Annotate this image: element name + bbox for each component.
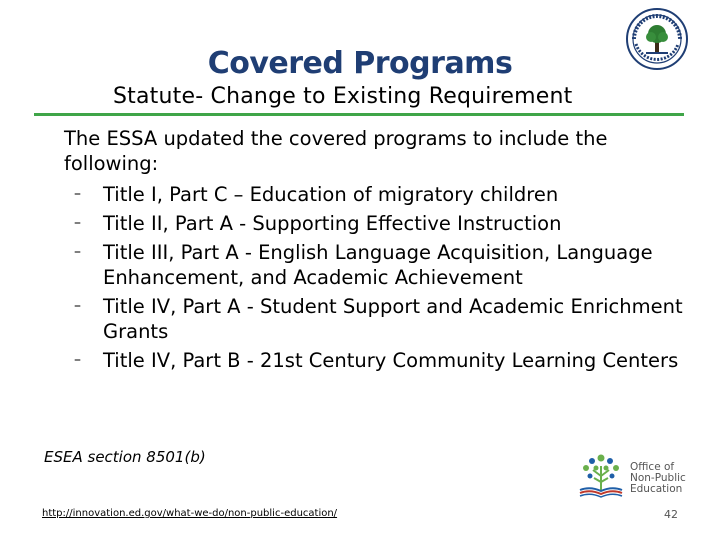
logo-line: Non-Public <box>630 472 686 484</box>
slide-subtitle: Statute- Change to Existing Requirement <box>113 84 573 109</box>
list-item-text: Title IV, Part A - Student Support and Academic Enrichment Grants <box>103 295 683 343</box>
office-logo <box>574 450 694 500</box>
covered-programs-list <box>74 182 684 377</box>
bullet-dash: – <box>74 244 81 260</box>
list-item-text: Title I, Part C – Education of migratory children <box>103 183 559 206</box>
slide-title: Covered Programs <box>207 46 513 81</box>
list-item-text: Title IV, Part B - 21st Century Community Learning Centers <box>103 349 679 372</box>
department-seal-icon <box>626 8 688 70</box>
bullet-dash: – <box>74 215 81 231</box>
list-item <box>74 348 684 373</box>
list-item <box>74 211 684 236</box>
list-item <box>74 294 684 344</box>
page-number: 42 <box>664 508 678 521</box>
footer-url-link[interactable]: http://innovation.ed.gov/what-we-do/non-public-education/ <box>42 508 338 519</box>
list-item <box>74 240 684 290</box>
statute-citation: ESEA section 8501(b) <box>44 448 206 466</box>
intro-text: The ESSA updated the covered programs to include the following: <box>64 127 608 175</box>
logo-text <box>630 462 686 495</box>
list-item <box>74 182 684 207</box>
bullet-dash: – <box>74 352 81 368</box>
tree-book-logo-icon <box>574 450 628 500</box>
bullet-dash: – <box>74 186 81 202</box>
title-divider <box>34 113 684 116</box>
logo-line: Office of <box>630 461 675 473</box>
bullet-dash: – <box>74 298 81 314</box>
logo-line: Education <box>630 483 683 495</box>
list-item-text: Title II, Part A - Supporting Effective Instruction <box>103 212 562 235</box>
list-item-text: Title III, Part A - English Language Acquisition, Language Enhancement, and Academic Achievement <box>103 241 653 289</box>
